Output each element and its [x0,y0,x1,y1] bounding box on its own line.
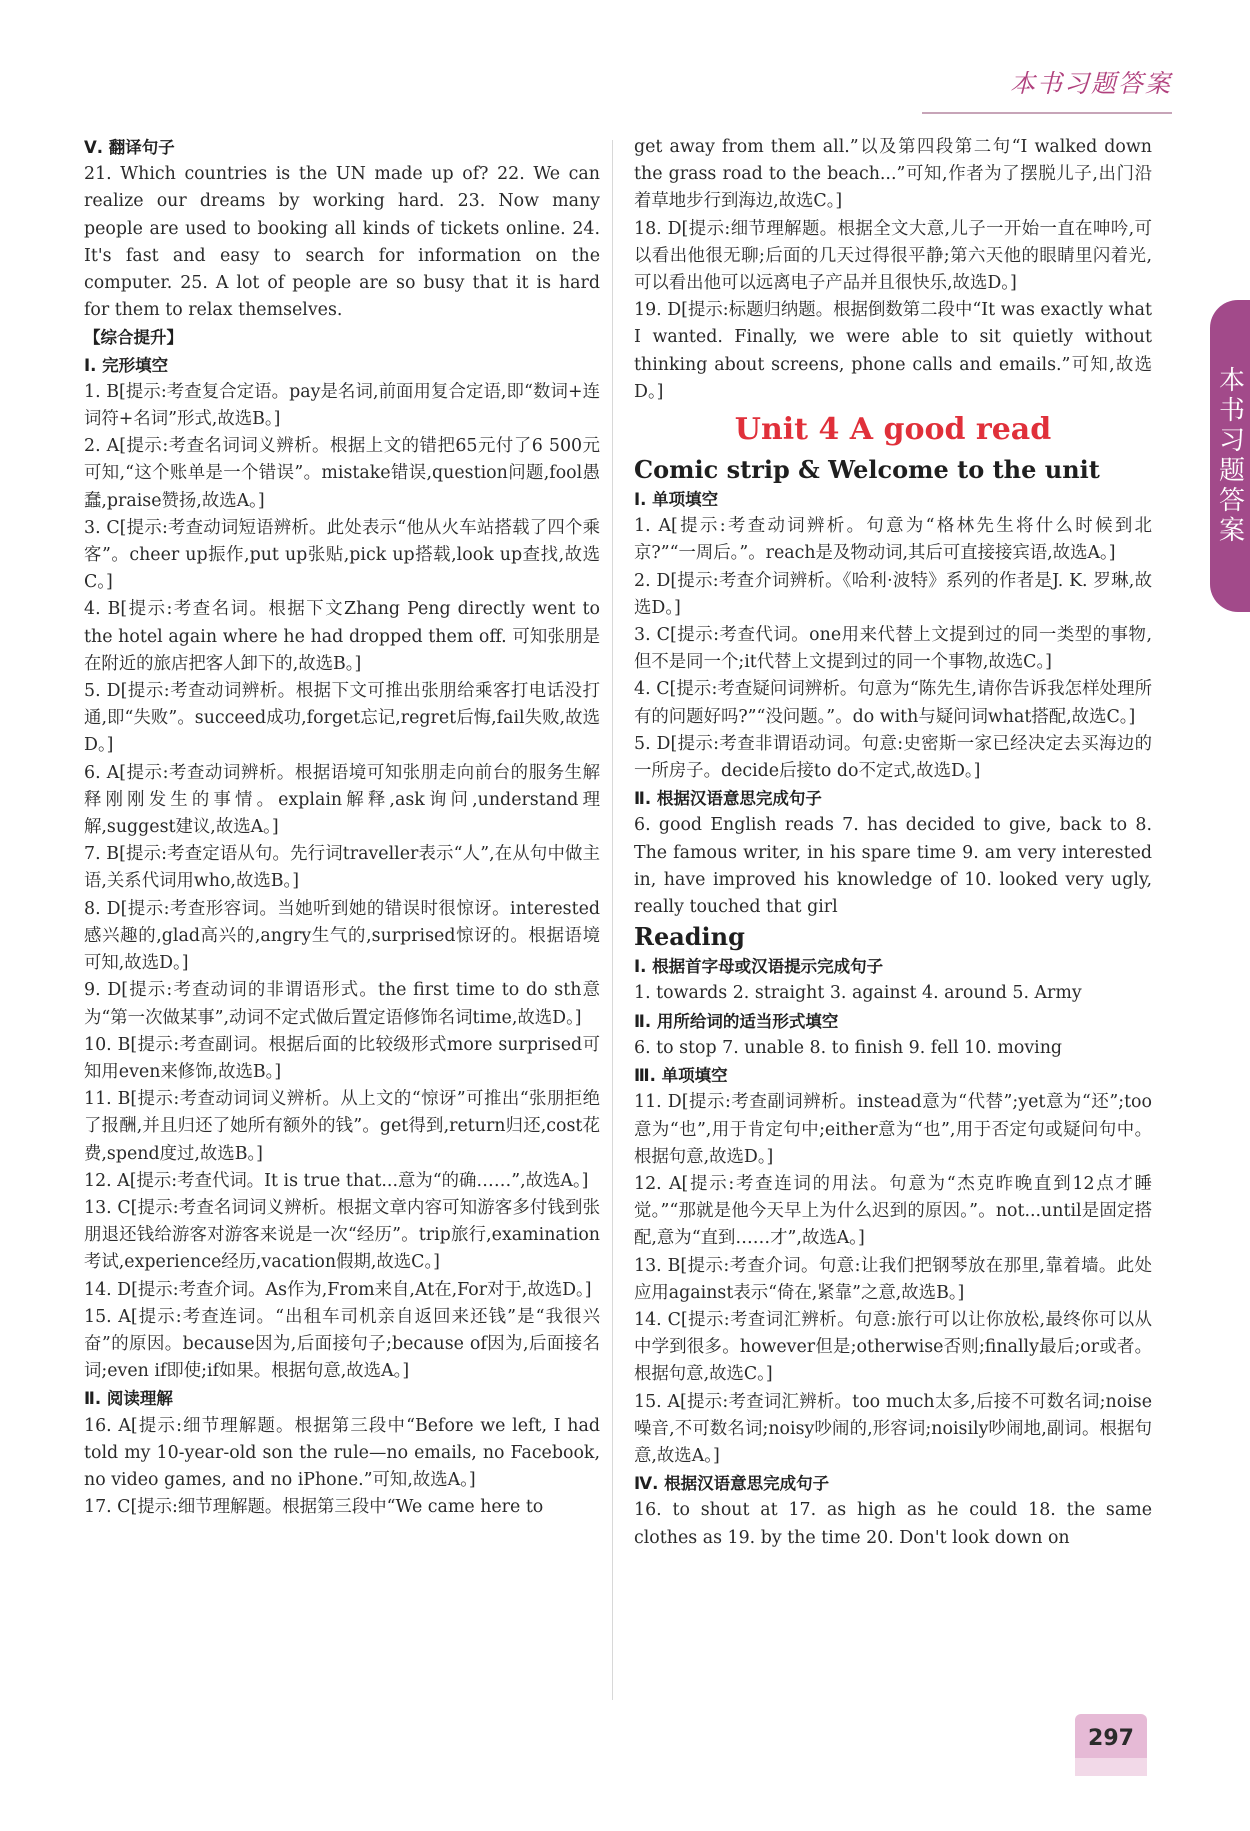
answer-paragraph: 2. A[提示:考查名词词义辨析。根据上文的错把65元付了6 500元可知,“这个账单是一个错误”。mistake错误,question问题,fool愚蠢,praise赞扬,故选A。] [84,436,600,511]
answer-paragraph: 9. D[提示:考查动词的非谓语形式。the first time to do sth意为“第一次做某事”,动词不定式做后置定语修饰名词time,故选D。] [84,980,600,1028]
answer-paragraph: 1. B[提示:考查复合定语。pay是名词,前面用复合定语,即“数词+连词符+名词”形式,故选B。] [84,381,600,430]
answer-paragraph: 14. D[提示:考查介词。As作为,From来自,At在,For对于,故选D。] [84,1279,592,1300]
answer-paragraph: 6. to stop 7. unable 8. to finish 9. fell 10. moving [634,1037,1063,1058]
column-divider [612,140,613,1700]
section-heading: Ⅰ. 根据首字母或汉语提示完成句子 [634,957,884,977]
answer-paragraph: 15. A[提示:考查词汇辨析。too much太多,后接不可数名词;noise噪音,不可数名词;noisy吵闹的,形容词;noisily吵闹地,副词。根据句意,故选A。] [634,1391,1152,1466]
answer-paragraph: 16. to shout at 17. as high as he could 18. the same clothes as 19. by the time 20. Don't look down on [634,1500,1152,1548]
page-number: 297 [1075,1714,1147,1758]
answer-paragraph: 19. D[提示:标题归纳题。根据倒数第二段中“It was exactly what I wanted. Finally, we were able to sit quietly without thinking about screens, phone calls and emails.”可知,故选D。] [634,300,1152,402]
left-column [84,134,600,1521]
right-continuation [634,134,1152,406]
section-heading: Ⅰ. 完形填空 [84,355,169,375]
side-tab: 本书习题答案 [1210,300,1250,612]
answer-paragraph: 3. C[提示:考查代词。one用来代替上文提到过的同一类型的事物,但不是同一个;it代替上文提到过的同一个事物,故选C。] [634,625,1152,673]
answer-paragraph: 5. D[提示:考查动词辨析。根据下文可推出张朋给乘客打电话没打通,即“失败”。succeed成功,forget忘记,regret后悔,fail失败,故选D。] [84,681,600,756]
answer-paragraph: 21. Which countries is the UN made up of? 22. We can realize our dreams by working hard. 23. Now many people are used to booking all kinds of tickets online. 24. It's fast and easy to search for information on the computer. 25. A lot of people are so busy that it is hard for them to relax themselves. [84,164,600,321]
answer-paragraph: 10. B[提示:考查副词。根据后面的比较级形式more surprised可知用even来修饰,故选B。] [84,1034,600,1082]
unit-title: Unit 4 A good read [734,412,1052,448]
reading-heading: Reading [634,922,745,952]
answer-paragraph: 1. towards 2. straight 3. against 4. around 5. Army [634,983,1082,1004]
answer-paragraph: 2. D[提示:考查介词辨析。《哈利·波特》系列的作者是J. K. 罗琳,故选D。] [634,570,1152,618]
section-heading: Ⅱ. 根据汉语意思完成句子 [634,789,822,809]
answer-paragraph: 17. C[提示:细节理解题。根据第三段中“We came here to [84,1497,544,1518]
answer-paragraph: 3. C[提示:考查动词短语辨析。此处表示“他从火车站搭载了四个乘客”。cheer up振作,put up张贴,pick up搭载,look up查找,故选C。] [84,517,600,593]
section-heading: Ⅴ. 翻译句子 [84,138,175,157]
answer-paragraph: 8. D[提示:考查形容词。当她听到她的错误时很惊讶。interested感兴趣的,glad高兴的,angry生气的,surprised惊讶的。根据语境可知,故选D。] [84,898,600,974]
answer-paragraph: 7. B[提示:考查定语从句。先行词traveller表示“人”,在从句中做主语,关系代词用who,故选B。] [84,844,600,892]
answer-paragraph: 11. B[提示:考查动词词义辨析。从上文的“惊讶”可推出“张朋拒绝了报酬,并且归还了她所有额外的钱”。get得到,return归还,cost花费,spend度过,故选B。] [84,1089,600,1164]
answer-paragraph: get away from them all.”以及第四段第二句“I walked down the grass road to the beach...”可知,作者为了摆脱儿子,出门沿着草地步行到海边,故选C。] [634,137,1152,212]
answer-paragraph: 5. D[提示:考查非谓语动词。句意:史密斯一家已经决定去买海边的一所房子。decide后接to do不定式,故选D。] [634,733,1152,782]
answer-paragraph: 4. C[提示:考查疑问词辨析。句意为“陈先生,请你告诉我怎样处理所有的问题好吗?”“没问题。”。do with与疑问词what搭配,故选C。] [634,679,1152,727]
section-heading: Ⅲ. 单项填空 [634,1066,728,1086]
answer-paragraph: 14. C[提示:考查词汇辨析。句意:旅行可以让你放松,最终你可以从中学到很多。however但是;otherwise否则;finally最后;or或者。根据句意,故选C。] [634,1309,1152,1385]
section-heading: Ⅱ. 用所给词的适当形式填空 [634,1011,839,1031]
page-number-base [1075,1758,1147,1776]
answer-paragraph: 12. A[提示:考查连词的用法。句意为“杰克昨晚直到12点才睡觉。”“那就是他今天早上为什么迟到的原因。”。not...until是固定搭配,意为“直到……才”,故选A。] [634,1173,1152,1249]
answer-paragraph: 6. A[提示:考查动词辨析。根据语境可知张朋走向前台的服务生解释刚刚发生的事情。explain解释,ask询问,understand理解,suggest建议,故选A。] [84,762,600,838]
header-title: 本书习题答案 [1009,69,1172,98]
answer-paragraph: 12. A[提示:考查代词。It is true that...意为“的确……”,故选A。] [84,1170,589,1191]
right-column [634,134,1152,1552]
header-divider [922,112,1172,114]
answer-paragraph: 15. A[提示:考查连词。“出租车司机亲自返回来还钱”是“我很兴奋”的原因。because因为,后面接句子;because of因为,后面接名词;even if即使;if如果。根据句意,故选A。] [84,1306,600,1382]
section-heading: Ⅰ. 单项填空 [634,490,719,510]
answer-paragraph: 13. B[提示:考查介词。句意:让我们把钢琴放在那里,靠着墙。此处应用against表示“倚在,紧靠”之意,故选B。] [634,1255,1152,1303]
section-heading: Ⅱ. 阅读理解 [84,1389,173,1409]
unit-subtitle: Comic strip & Welcome to the unit [634,455,1100,485]
answer-paragraph: 4. B[提示:考查名词。根据下文Zhang Peng directly went to the hotel again where he had dropped them off. 可知张朋是在附近的旅店把客人卸下的,故选B。] [84,599,600,674]
reading-answers [634,953,1152,1551]
answer-paragraph: 13. C[提示:考查名词词义辨析。根据文章内容可知游客多付钱到张朋退还钱给游客对游客来说是一次“经历”。trip旅行,examination考试,experience经历,vacation假期,故选C。] [84,1197,600,1273]
answer-paragraph: 11. D[提示:考查副词辨析。instead意为“代替”;yet意为“还”;too意为“也”,用于肯定句中;either意为“也”,用于否定句或疑问句中。根据句意,故选D。] [634,1092,1152,1167]
answer-paragraph: 1. A[提示:考查动词辨析。句意为“格林先生将什么时候到北京?”“一周后。”。reach是及物动词,其后可直接接宾语,故选A。] [634,516,1152,564]
answer-paragraph: 6. good English reads 7. has decided to give, back to 8. The famous writer, in his spare time 9. am very interested in, have improved his knowledge of 10. looked very ugly, really touched that girl [634,815,1152,918]
answer-paragraph: 16. A[提示:细节理解题。根据第三段中“Before we left, I had told my 10-year-old son the rule—no emails, no Facebook, no video games, and no iPhone.”可知,故选A。] [84,1415,600,1490]
answer-paragraph: 18. D[提示:细节理解题。根据全文大意,儿子一开始一直在呻吟,可以看出他很无聊;后面的几天过得很平静;第六天他的眼睛里闪着光,可以看出他可以远离电子产品并且很快乐,故选D。] [634,218,1152,294]
comic-strip-answers [634,486,1152,921]
section-heading: Ⅳ. 根据汉语意思完成句子 [634,1474,830,1494]
section-heading: 【综合提升】 [84,328,183,348]
